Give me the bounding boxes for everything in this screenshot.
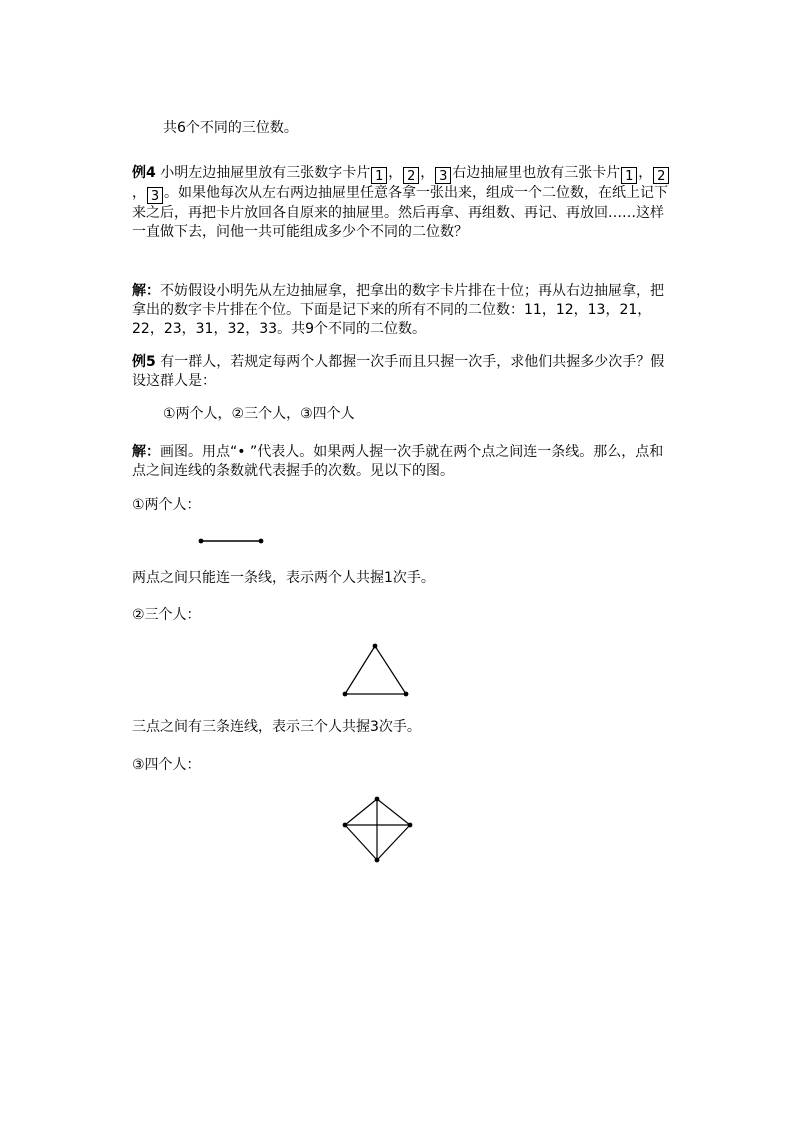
case-2-text — [132, 718, 672, 737]
case-2-heading-text: ②三个人： — [132, 607, 201, 623]
cases-text: ①两个人，②三个人，③四个人 — [163, 406, 355, 422]
example-4-text-2: 右边抽屉里也放有三张卡片 — [452, 165, 621, 181]
handshake-line — [377, 799, 410, 825]
digit-card-2: 2 — [403, 167, 419, 184]
case-1-description: 两点之间只能连一条线，表示两个人共握1次手。 — [132, 570, 435, 586]
solution-4-label: 解： — [132, 283, 160, 299]
solution-4 — [132, 282, 672, 339]
person-dot — [343, 823, 348, 828]
person-dot — [259, 539, 264, 544]
example-4-label: 例4 — [132, 165, 156, 181]
case-3-heading — [132, 756, 672, 775]
case-1-heading — [132, 496, 672, 515]
solution-4-text: 不妨假设小明先从左边抽屉拿，把拿出的数字卡片排在十位；再从右边抽屉拿，把拿出的数字卡片排在个位。下面是记下来的所有不同的二位数：11，12，13，21，22，23，31，32，33。共9个不同的二位数。 — [132, 283, 664, 337]
digit-card-3: 3 — [435, 167, 451, 184]
case-2-heading — [132, 606, 672, 625]
person-dot — [199, 539, 204, 544]
person-dot — [375, 797, 380, 802]
case-1-heading-text: ①两个人： — [132, 497, 201, 513]
digit-card-3: 3 — [147, 187, 163, 204]
example-4 — [132, 164, 672, 242]
person-dot — [404, 692, 409, 697]
digit-card-1: 1 — [371, 167, 387, 184]
summary-text: 共6个不同的三位数。 — [163, 120, 298, 136]
example-4-text-3: 。如果他每次从左右两边抽屉里任意各拿一张出来，组成一个二位数，在纸上记下来之后，再把卡片放回各自原来的抽屉里。然后再拿、再组数、再记、再放回……这样一直做下去，问他一共可能组成多少个不同的二位数？ — [132, 185, 668, 240]
example-5-label: 例5 — [132, 354, 156, 370]
separator: ， — [420, 165, 435, 181]
separator: ， — [638, 165, 653, 181]
handshake-line — [375, 646, 406, 694]
four-people-diagram — [338, 792, 418, 866]
three-people-diagram — [338, 640, 414, 700]
summary-line — [163, 119, 703, 138]
separator: ， — [388, 165, 403, 181]
handshake-line — [377, 825, 410, 860]
example-4-text-1: 小明左边抽屉里放有三张数字卡片 — [155, 165, 371, 181]
person-dot — [408, 823, 413, 828]
case-3-heading-text: ③四个人： — [132, 757, 201, 773]
solution-5-text: 画图。用点“• ”代表人。如果两人握一次手就在两个点之间连一条线。那么，点和点之间连线的条数就代表握手的次数。见以下的图。 — [132, 444, 664, 479]
handshake-line — [345, 799, 377, 825]
example-5-text: 有一群人，若规定每两个人都握一次手而且只握一次手，求他们共握多少次手？假设这群人是： — [132, 354, 665, 389]
example-5 — [132, 353, 672, 391]
cases-list — [163, 405, 703, 424]
person-dot — [343, 692, 348, 697]
person-dot — [373, 644, 378, 649]
case-2-description: 三点之间有三条连线，表示三个人共握3次手。 — [132, 719, 421, 735]
handshake-line — [345, 646, 375, 694]
solution-5-label: 解： — [132, 444, 160, 460]
separator: ， — [132, 185, 146, 201]
handshake-line — [345, 825, 377, 860]
person-dot — [375, 858, 380, 863]
two-people-diagram — [195, 535, 270, 547]
digit-card-2: 2 — [653, 167, 669, 184]
solution-5 — [132, 443, 672, 481]
case-1-text — [132, 569, 672, 588]
digit-card-1: 1 — [621, 167, 637, 184]
